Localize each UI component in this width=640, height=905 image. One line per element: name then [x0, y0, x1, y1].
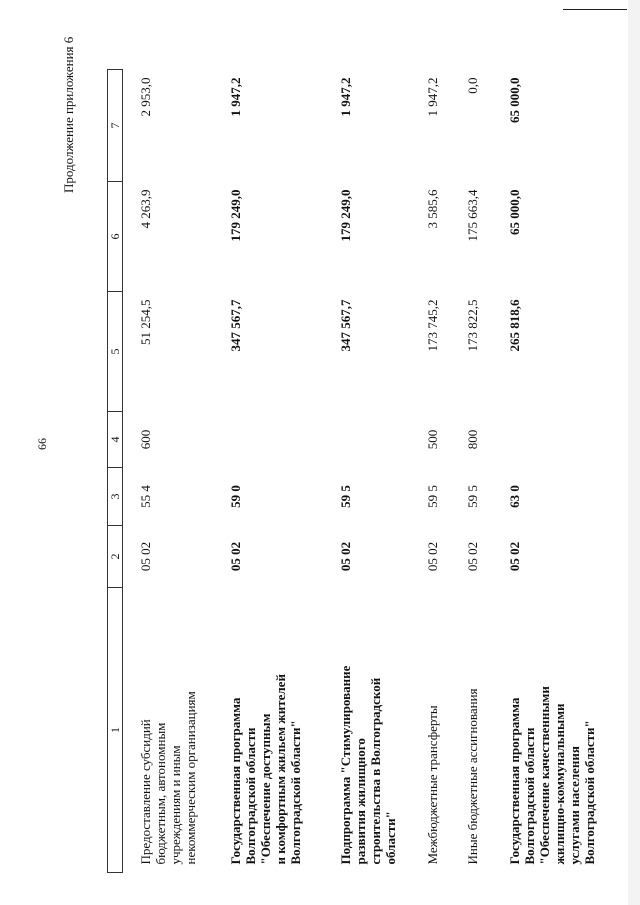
amount-col5: 173 822,5 — [465, 299, 480, 352]
amount-col5: 265 818,6 — [507, 299, 522, 352]
amount-col5: 347 567,7 — [338, 299, 353, 352]
amount-col5: 347 567,7 — [228, 299, 243, 352]
table-row — [465, 70, 507, 873]
row-name-line: Подпрограмма "Стимулирование — [338, 665, 353, 865]
amount-col6: 65 000,0 — [507, 189, 522, 235]
row-name — [465, 588, 507, 873]
amount-col6: 175 663,4 — [465, 189, 480, 242]
row-name — [338, 588, 425, 873]
section-code: 05 02 — [507, 541, 522, 572]
target-code: 55 4 — [138, 485, 153, 508]
row-name-line: и комфортным жильем жителей — [273, 674, 288, 865]
page-number: 66 — [35, 438, 49, 450]
target-code: 59 5 — [338, 485, 353, 508]
row-name — [507, 588, 619, 873]
target-code: 59 5 — [425, 485, 440, 508]
section-code: 05 02 — [425, 541, 440, 572]
row-name-line: некоммерческим организациям — [183, 691, 198, 865]
row-name-line: Иные бюджетные ассигнования — [465, 688, 480, 865]
column-number-row — [108, 70, 123, 873]
row-name-line: жилищно-коммунальными — [552, 703, 567, 865]
row-name-line: строительства в Волгоградской — [368, 677, 383, 865]
column-header-7: 7 — [108, 70, 123, 182]
column-header-5: 5 — [108, 292, 123, 412]
row-name-line: "Обеспечение качественными — [537, 686, 552, 865]
section-code: 05 02 — [138, 541, 153, 572]
row-name-line: услугами населения — [567, 746, 582, 865]
column-header-3: 3 — [108, 468, 123, 526]
row-name-line: области" — [383, 811, 398, 865]
section-code: 05 02 — [338, 541, 353, 572]
target-code: 59 5 — [465, 485, 480, 508]
row-name-line: "Обеспечение доступным — [258, 713, 273, 865]
amount-col5: 173 745,2 — [425, 299, 440, 352]
amount-col6: 4 263,9 — [138, 189, 153, 229]
row-name-line: Волгоградской области" — [288, 720, 303, 865]
table-row — [507, 70, 619, 873]
row-name-line: Государственная программа — [228, 697, 243, 865]
column-header-1: 1 — [108, 588, 123, 873]
expense-type-code: 800 — [465, 429, 480, 450]
row-name-line: Волгоградской области — [522, 727, 537, 865]
row-name-line: Волгоградской области — [243, 727, 258, 865]
expense-type-code — [338, 412, 425, 468]
amount-col7: 0,0 — [465, 77, 480, 94]
appendix-caption: Продолжение приложения 6 — [61, 36, 76, 193]
amount-col7: 1 947,2 — [338, 77, 353, 117]
row-name — [425, 588, 465, 873]
row-name — [138, 588, 228, 873]
row-name-line: Межбюджетные трансферты — [425, 705, 440, 865]
column-header-4: 4 — [108, 412, 123, 468]
row-name — [228, 588, 338, 873]
expense-type-code — [228, 412, 338, 468]
table-row — [138, 70, 228, 873]
table-row — [338, 70, 425, 873]
amount-col7: 1 947,2 — [228, 77, 243, 117]
target-code: 59 0 — [228, 485, 243, 508]
row-name-line: бюджетным, автономным — [153, 722, 168, 865]
table-row — [228, 70, 338, 873]
row-name-line: учреждениям и иным — [168, 745, 183, 865]
column-header-6: 6 — [108, 182, 123, 292]
amount-col7: 65 000,0 — [507, 77, 522, 123]
expense-type-code — [507, 412, 619, 468]
expense-type-code: 500 — [425, 429, 440, 450]
section-code: 05 02 — [465, 541, 480, 572]
amount-col6: 179 249,0 — [228, 189, 243, 242]
row-name-line: развития жилищного — [353, 738, 368, 865]
amount-col6: 3 585,6 — [425, 189, 440, 229]
row-name-line: Предоставление субсидий — [138, 719, 153, 865]
table-row — [425, 70, 465, 873]
section-code: 05 02 — [228, 541, 243, 572]
expense-type-code: 600 — [138, 429, 153, 450]
column-header-2: 2 — [108, 526, 123, 588]
amount-col6: 179 249,0 — [338, 189, 353, 242]
amount-col5: 51 254,5 — [138, 299, 153, 345]
row-name-line: Волгоградской области" — [582, 720, 597, 865]
amount-col7: 1 947,2 — [425, 77, 440, 117]
budget-table — [107, 69, 619, 873]
target-code: 63 0 — [507, 485, 522, 508]
row-name-line: Государственная программа — [507, 697, 522, 865]
amount-col7: 2 953,0 — [138, 77, 153, 117]
